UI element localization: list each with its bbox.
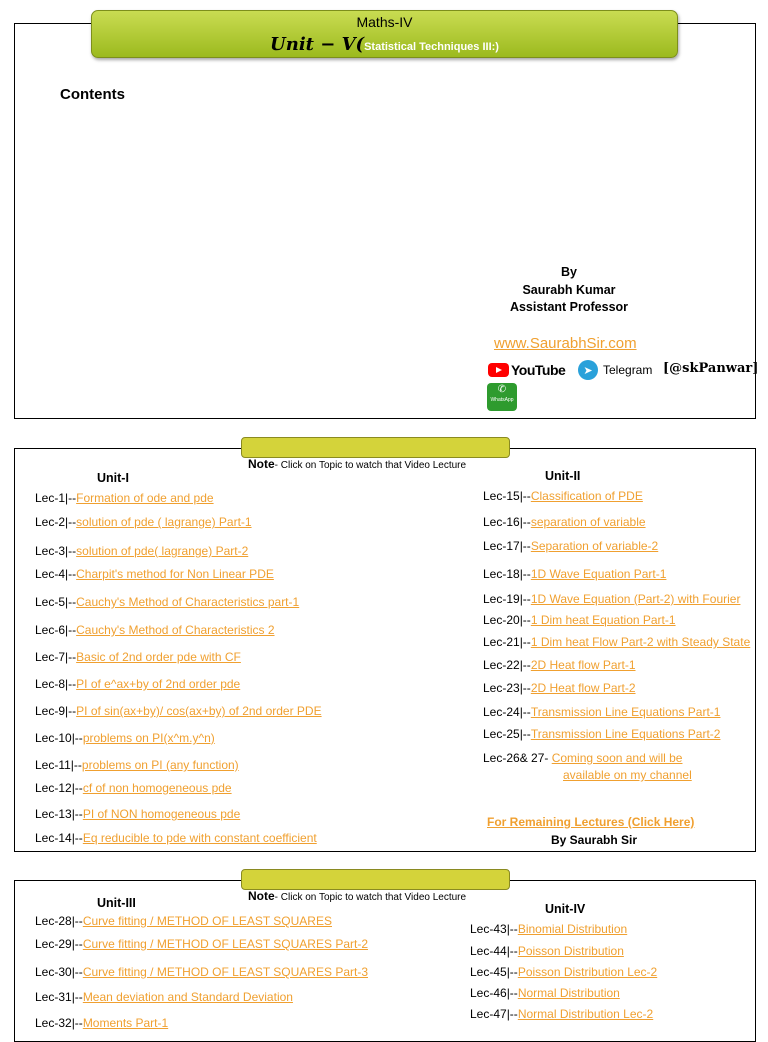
youtube-icon (488, 363, 509, 377)
lecture-number: Lec-2|-- (35, 515, 77, 529)
lecture-row (470, 986, 620, 1000)
lecture-row (470, 965, 657, 979)
lecture-number: Lec-21|-- (483, 635, 531, 649)
lecture-number: Lec-22|-- (483, 658, 531, 672)
lecture-link[interactable]: Curve fitting / METHOD OF LEAST SQUARES (82, 914, 332, 928)
lecture-row (483, 567, 666, 581)
telegram-link[interactable] (578, 360, 652, 380)
lecture-row (483, 592, 740, 606)
lecture-link[interactable]: 1D Wave Equation Part-1 (530, 567, 667, 581)
lecture-number: Lec-43|-- (470, 922, 518, 936)
lecture-number: Lec-18|-- (483, 567, 531, 581)
website-link[interactable]: www.SaurabhSir.com (494, 335, 637, 352)
lecture-row (35, 965, 368, 979)
lecture-row (35, 731, 215, 745)
coming-soon-line2[interactable]: available on my channel (563, 768, 692, 782)
lecture-link[interactable]: Basic of 2nd order pde with CF (76, 650, 241, 664)
lecture-number: Lec-19|-- (483, 592, 531, 606)
lecture-number: Lec-1|-- (35, 491, 77, 505)
lecture-link[interactable]: 1D Wave Equation (Part-2) with Fourier (530, 592, 741, 606)
lecture-number: Lec-25|-- (483, 727, 531, 741)
whatsapp-label: WhatsApp (490, 397, 514, 403)
lecture-row (35, 677, 240, 691)
course-title: Maths-IV (356, 14, 413, 30)
lecture-link[interactable]: cf of non homogeneous pde (82, 781, 232, 795)
lecture-link[interactable]: Cauchy's Method of Characteristics part-1 (76, 595, 300, 609)
lecture-row (470, 944, 624, 958)
lecture-link[interactable]: solution of pde ( lagrange) Part-1 (76, 515, 252, 529)
lecture-link[interactable]: PI of sin(ax+by)/ cos(ax+by) of 2nd order PDE (76, 704, 322, 718)
lecture-link[interactable]: PI of NON homogeneous pde (82, 807, 241, 821)
lecture-row (35, 704, 322, 718)
by-saurabh-sir: By Saurabh Sir (551, 833, 638, 847)
lecture-link[interactable]: Coming soon and will be (551, 751, 683, 765)
lecture-row (483, 489, 643, 503)
lecture-number: Lec-9|-- (35, 704, 77, 718)
unit-3-heading: Unit-III (97, 896, 136, 910)
lecture-number: Lec-44|-- (470, 944, 518, 958)
note-body: - Click on Topic to watch that Video Lecture (274, 460, 467, 471)
lecture-number: Lec-3|-- (35, 544, 77, 558)
lecture-row (483, 613, 676, 627)
lecture-number: Lec-13|-- (35, 807, 83, 821)
lecture-link[interactable]: 1 Dim heat Equation Part-1 (530, 613, 676, 627)
by-label: By (561, 265, 577, 279)
whatsapp-link[interactable] (487, 383, 517, 411)
lecture-number: Lec-28|-- (35, 914, 83, 928)
unit-prefix: Unit − V( (270, 34, 365, 55)
lecture-number: Lec-6|-- (35, 623, 77, 637)
lecture-number: Lec-15|-- (483, 489, 531, 503)
note-label-2: Note (248, 889, 275, 903)
lecture-row (35, 567, 274, 581)
lecture-link[interactable]: Normal Distribution (517, 986, 620, 1000)
lecture-link[interactable]: 2D Heat flow Part-1 (530, 658, 636, 672)
unit-4-heading: Unit-IV (545, 902, 586, 916)
lecture-link[interactable]: Charpit's method for Non Linear PDE (76, 567, 274, 581)
lecture-row (483, 727, 720, 741)
lecture-number: Lec-46|-- (470, 986, 518, 1000)
lecture-number: Lec-29|-- (35, 937, 83, 951)
lecture-number: Lec-7|-- (35, 650, 77, 664)
lecture-row (35, 914, 332, 928)
lecture-link[interactable]: Transmission Line Equations Part-2 (530, 727, 721, 741)
lecture-number: Lec-24|-- (483, 705, 531, 719)
lecture-link[interactable]: 2D Heat flow Part-2 (530, 681, 636, 695)
lecture-row (483, 658, 636, 672)
lecture-row (483, 635, 750, 649)
lecture-link[interactable]: solution of pde( lagrange) Part-2 (76, 544, 249, 558)
lecture-row (483, 515, 646, 529)
lecture-number: Lec-16|-- (483, 515, 531, 529)
lecture-row (35, 650, 241, 664)
lecture-link[interactable]: Poisson Distribution (517, 944, 624, 958)
note-text (248, 457, 466, 471)
lecture-link[interactable]: problems on PI(x^m.y^n) (82, 731, 215, 745)
lecture-number: Lec-17|-- (483, 539, 531, 553)
lecture-link[interactable]: Curve fitting / METHOD OF LEAST SQUARES Part-3 (82, 965, 368, 979)
lecture-link[interactable]: problems on PI (any function) (81, 758, 239, 772)
lecture-link[interactable]: Eq reducible to pde with constant coefficient (82, 831, 317, 845)
youtube-link[interactable] (488, 362, 565, 378)
telegram-icon: ➤ (578, 360, 598, 380)
unit-subtitle: Statistical Techniques III:) (364, 41, 499, 53)
lecture-number: Lec-31|-- (35, 990, 83, 1004)
lecture-number: Lec-10|-- (35, 731, 83, 745)
unit-1-heading: Unit-I (97, 471, 129, 485)
lecture-number: Lec-14|-- (35, 831, 83, 845)
lecture-link[interactable]: Moments Part-1 (82, 1016, 169, 1030)
remaining-lectures-link[interactable]: For Remaining Lectures (Click Here) (487, 815, 695, 829)
title-banner (91, 10, 678, 58)
unit-title (92, 34, 677, 55)
note-text-2 (248, 889, 466, 903)
lecture-row (35, 781, 232, 795)
lecture-number: Lec-45|-- (470, 965, 518, 979)
lecture-row (470, 922, 627, 936)
lecture-row (35, 990, 293, 1004)
lecture-link[interactable]: 1 Dim heat Flow Part-2 with Steady State (530, 635, 751, 649)
lecture-link[interactable]: Transmission Line Equations Part-1 (530, 705, 721, 719)
author-name: Saurabh Kumar (522, 283, 616, 297)
lecture-number: Lec-30|-- (35, 965, 83, 979)
lecture-link[interactable]: Mean deviation and Standard Deviation (82, 990, 293, 1004)
lecture-number: Lec-12|-- (35, 781, 83, 795)
author-role: Assistant Professor (509, 300, 629, 314)
lecture-row (35, 595, 299, 609)
lecture-row (35, 544, 248, 558)
lecture-number: Lec-32|-- (35, 1016, 83, 1030)
lecture-row (35, 623, 275, 637)
note-tab-2 (241, 869, 510, 890)
note-tab (241, 437, 510, 458)
unit-2-heading: Unit-II (545, 469, 581, 483)
lecture-row (35, 491, 214, 505)
lecture-row (35, 937, 368, 951)
lecture-link[interactable]: Curve fitting / METHOD OF LEAST SQUARES Part-2 (82, 937, 368, 951)
lecture-row (483, 751, 682, 765)
lecture-row (35, 831, 317, 845)
lecture-link[interactable]: separation of variable (530, 515, 646, 529)
lecture-number: Lec-5|-- (35, 595, 77, 609)
lecture-row (483, 681, 636, 695)
lecture-link[interactable]: Classification of PDE (530, 489, 643, 503)
lecture-link[interactable]: Poisson Distribution Lec-2 (517, 965, 658, 979)
lecture-link[interactable]: Normal Distribution Lec-2 (517, 1007, 654, 1021)
note-label: Note (248, 457, 275, 471)
lecture-row (470, 1007, 653, 1021)
lecture-row (483, 539, 658, 553)
lecture-number: Lec-11|-- (35, 758, 82, 772)
social-handle: [@skPanwar] (663, 361, 759, 376)
whatsapp-icon: ✆ (497, 384, 507, 395)
lecture-number: Lec-23|-- (483, 681, 531, 695)
lecture-number: Lec-8|-- (35, 677, 77, 691)
lecture-link[interactable]: Formation of ode and pde (76, 491, 214, 505)
lecture-row (35, 515, 252, 529)
contents-heading: Contents (60, 86, 125, 103)
note-body-2: - Click on Topic to watch that Video Lecture (274, 892, 467, 903)
lecture-number: Lec-4|-- (35, 567, 77, 581)
lecture-row (35, 758, 239, 772)
lecture-row (483, 705, 720, 719)
lecture-row (35, 807, 240, 821)
lecture-number: Lec-20|-- (483, 613, 531, 627)
lecture-row (35, 1016, 168, 1030)
youtube-label: YouTube (511, 362, 566, 378)
lecture-link[interactable]: Separation of variable-2 (530, 539, 659, 553)
lecture-link[interactable]: Cauchy's Method of Characteristics 2 (76, 623, 275, 637)
lecture-link[interactable]: Binomial Distribution (517, 922, 628, 936)
lecture-number: Lec-26& 27- (483, 751, 552, 765)
telegram-label: Telegram (603, 363, 653, 377)
lecture-number: Lec-47|-- (470, 1007, 518, 1021)
lecture-link[interactable]: PI of e^ax+by of 2nd order pde (76, 677, 241, 691)
